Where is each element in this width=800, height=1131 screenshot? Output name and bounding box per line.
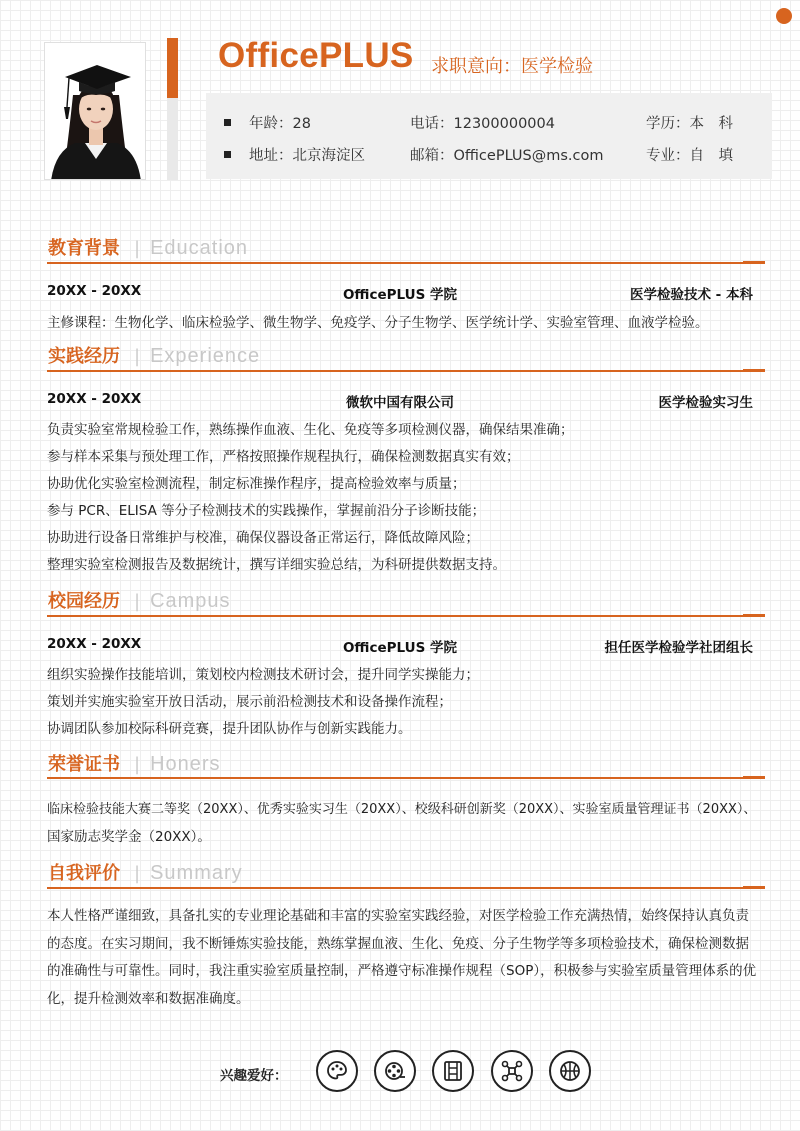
- section-divider: [47, 887, 765, 889]
- info-major: 专业：自 填: [646, 148, 733, 164]
- section-title-en: Education: [150, 237, 249, 259]
- info-email: 邮箱：OfficePLUS@ms.com: [410, 148, 604, 164]
- section-divider: [47, 262, 765, 264]
- experience-role: 医学检验实习生: [658, 395, 753, 411]
- section-education-title: [48, 234, 248, 260]
- info-age: [224, 112, 311, 133]
- decor-dot: [776, 8, 792, 24]
- campus-item: 策划并实施实验室开放日活动，展示前沿检测技术和设备操作流程；: [47, 694, 452, 710]
- job-intent: [431, 52, 593, 78]
- education-header-row: [47, 283, 753, 303]
- profile-photo: [44, 42, 146, 180]
- honors-line: 国家励志奖学金（20XX）。: [47, 829, 211, 845]
- section-experience-title: [48, 342, 260, 368]
- info-education: 学历：本 科: [646, 116, 733, 132]
- section-title-en: Honers: [150, 753, 221, 775]
- info-address: [224, 144, 365, 165]
- film-strip-icon: [432, 1050, 474, 1092]
- education-period: 20XX - 20XX: [47, 283, 142, 299]
- education-courses: 主修课程：生物化学、临床检验学、微生物学、免疫学、分子生物学、医学统计学、实验室管理、血液学检验。: [47, 315, 709, 331]
- job-intent-value: 医学检验: [521, 56, 593, 77]
- section-separator: |: [134, 346, 141, 367]
- campus-item: 组织实验操作技能培训，策划校内检测技术研讨会，提升同学实操能力；: [47, 667, 479, 683]
- bullet-square-icon: [224, 151, 231, 158]
- section-campus-title: [48, 587, 231, 613]
- experience-item: 负责实验室常规检验工作，熟练操作血液、生化、免疫等多项检测仪器，确保结果准确；: [47, 422, 574, 438]
- basic-info-panel: [206, 93, 772, 179]
- section-title-cn: 自我评价: [48, 863, 120, 884]
- campus-role: 担任医学检验学社团组长: [604, 640, 753, 656]
- header-accent-bar: [167, 38, 178, 98]
- education-degree: 医学检验技术 - 本科: [629, 287, 753, 303]
- palette-icon: [316, 1050, 358, 1092]
- info-age-text: 年龄：28: [249, 116, 311, 132]
- section-honors-title: [48, 750, 221, 776]
- section-separator: |: [134, 238, 141, 259]
- bullet-square-icon: [224, 119, 231, 126]
- honors-line: 临床检验技能大赛二等奖（20XX）、优秀实验实习生（20XX）、校级科研创新奖（20XX）、实验室质量管理证书（20XX）、: [47, 802, 757, 817]
- section-separator: |: [134, 863, 141, 884]
- drone-icon: [491, 1050, 533, 1092]
- section-separator: |: [134, 754, 141, 775]
- campus-org: OfficePLUS 学院: [342, 640, 458, 656]
- basketball-icon: [549, 1050, 591, 1092]
- experience-item: 整理实验室检测报告及数据统计，撰写详细实验总结，为科研提供数据支持。: [47, 557, 506, 573]
- section-title-en: Experience: [150, 345, 261, 367]
- summary-text: 本人性格严谨细致，具备扎实的专业理论基础和丰富的实验室实践经验，对医学检验工作充满热情，始终保持认真负责的态度。在实习期间，我不断锤炼实验技能，熟练掌握血液、生化、免疫、分子生物学等多项检验技术，确保检测数据的准确性与可靠性。同时，我注重实验室质量控制，严格遵守标准操作规程（SOP），积极参与实验室质量管理体系的优化，提升检测效率和数据准确度。: [47, 908, 757, 1007]
- campus-header-row: [47, 636, 753, 656]
- section-title-en: Summary: [150, 862, 243, 884]
- graduate-portrait-icon: [45, 43, 146, 180]
- candidate-name: OfficePLUS: [218, 36, 414, 75]
- section-title-cn: 荣誉证书: [48, 754, 120, 775]
- experience-period: 20XX - 20XX: [47, 391, 142, 407]
- section-title-en: Campus: [150, 590, 231, 612]
- campus-period: 20XX - 20XX: [47, 636, 142, 652]
- section-title-cn: 校园经历: [48, 591, 120, 612]
- experience-item: 参与 PCR、ELISA 等分子检测技术的实践操作，掌握前沿分子诊断技能；: [47, 503, 486, 519]
- info-address-text: 地址：北京海淀区: [249, 148, 365, 164]
- section-divider: [47, 615, 765, 617]
- experience-header-row: [47, 391, 753, 411]
- header-accent-bar-light: [167, 98, 178, 180]
- section-title-cn: 实践经历: [48, 346, 120, 367]
- section-divider: [47, 370, 765, 372]
- section-title-cn: 教育背景: [48, 238, 120, 259]
- section-separator: |: [134, 591, 141, 612]
- section-summary-title: [48, 859, 243, 885]
- experience-item: 协助进行设备日常维护与校准，确保仪器设备正常运行，降低故障风险；: [47, 530, 479, 546]
- info-phone: 电话：12300000004: [410, 116, 555, 132]
- hobbies-label: 兴趣爱好：: [220, 1068, 288, 1084]
- job-intent-label: 求职意向：: [431, 56, 521, 77]
- education-school: OfficePLUS 学院: [342, 287, 458, 303]
- experience-item: 协助优化实验室检测流程，制定标准操作程序，提高检验效率与质量；: [47, 476, 466, 492]
- film-reel-icon: [374, 1050, 416, 1092]
- section-divider: [47, 777, 765, 779]
- campus-item: 协调团队参加校际科研竞赛，提升团队协作与创新实践能力。: [47, 721, 412, 737]
- experience-company: 微软中国有限公司: [346, 395, 454, 411]
- experience-item: 参与样本采集与预处理工作，严格按照操作规程执行，确保检测数据真实有效；: [47, 449, 520, 465]
